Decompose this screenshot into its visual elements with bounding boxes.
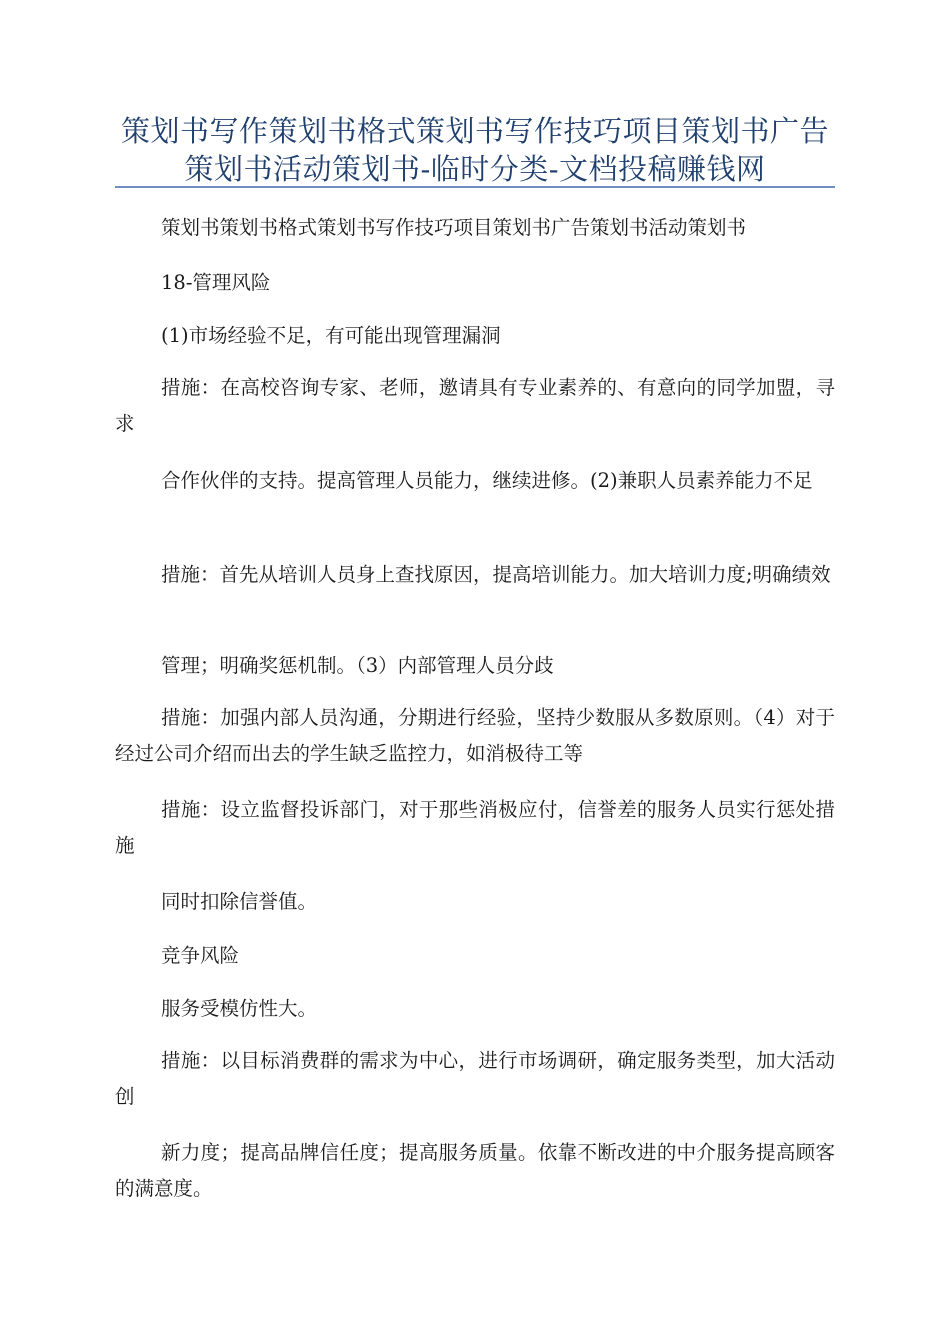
paragraph: 竞争风险 <box>161 944 240 967</box>
paragraph: 措施：在高校咨询专家、老师，邀请具有专业素养的、有意向的同学加盟，寻求 <box>115 376 835 435</box>
paragraph: 措施：设立监督投诉部门，对于那些消极应付，信誉差的服务人员实行惩处措施 <box>115 798 835 857</box>
paragraph: 同时扣除信誉值。 <box>161 890 318 913</box>
document-title: 策划书写作策划书格式策划书写作技巧项目策划书广告策划书活动策划书-临时分类-文档投稿赚钱网 <box>120 114 829 186</box>
paragraph: 措施：加强内部人员沟通，分期进行经验，坚持少数服从多数原则。（4）对于经过公司介绍而出去的学生缺乏监控力，如消极待工等 <box>115 706 835 765</box>
paragraph: 合作伙伴的支持。提高管理人员能力，继续进修。(2)兼职人员素养能力不足 <box>161 469 813 492</box>
title-underline <box>115 186 835 188</box>
paragraph: (1)市场经验不足，有可能出现管理漏洞 <box>161 324 501 347</box>
paragraph: 新力度；提高品牌信任度；提高服务质量。依靠不断改进的中介服务提高顾客的满意度。 <box>115 1141 835 1200</box>
paragraph: 策划书策划书格式策划书写作技巧项目策划书广告策划书活动策划书 <box>161 216 747 239</box>
paragraph: 措施：以目标消费群的需求为中心，进行市场调研，确定服务类型，加大活动创 <box>115 1049 835 1108</box>
paragraph: 管理；明确奖惩机制。（3）内部管理人员分歧 <box>161 654 554 677</box>
paragraph: 服务受模仿性大。 <box>161 997 318 1020</box>
paragraph: 措施：首先从培训人员身上查找原因，提高培训能力。加大培训力度;明确绩效 <box>161 563 831 586</box>
paragraph: 18-管理风险 <box>161 271 271 294</box>
